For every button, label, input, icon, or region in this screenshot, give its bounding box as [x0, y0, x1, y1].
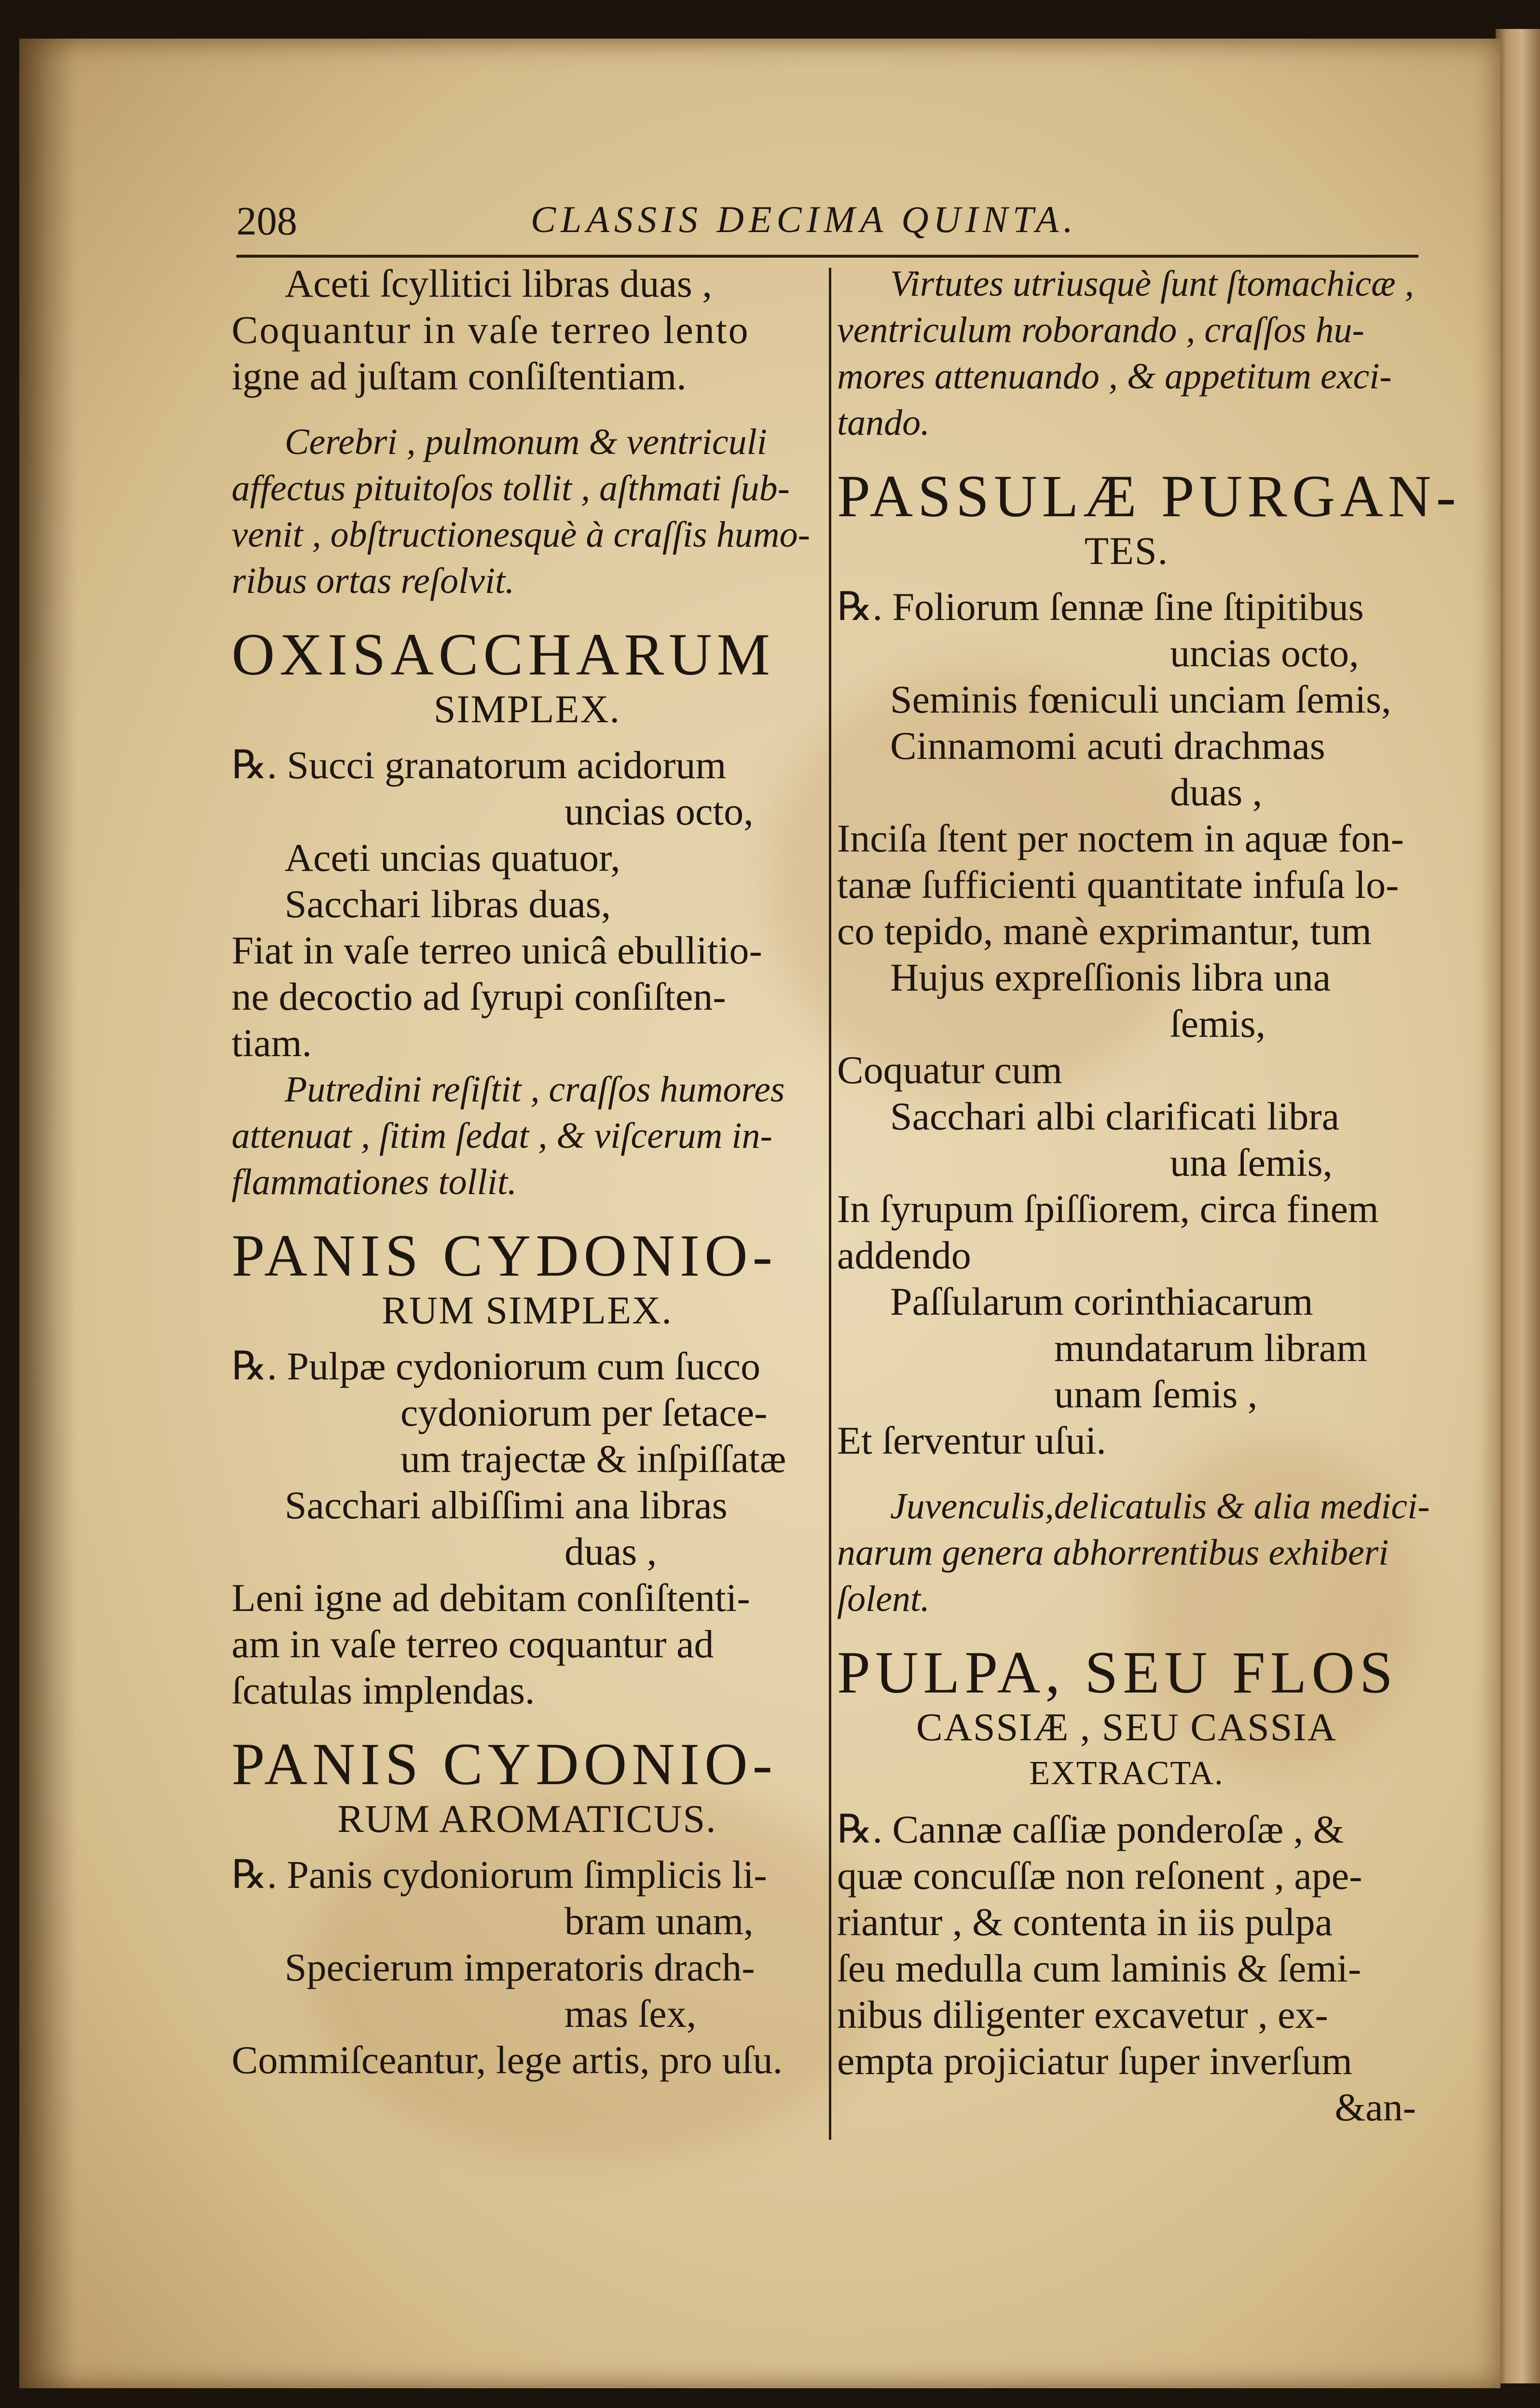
text-line: Et ſerventur uſui.	[837, 1418, 1106, 1462]
text-line: Cinnamomi acuti drachmas	[890, 724, 1325, 768]
page-number: 208	[236, 199, 297, 244]
text-line: nibus diligenter excavetur , ex-	[837, 1993, 1328, 2036]
text-line: um trajectæ & inſpiſſatæ	[400, 1437, 786, 1481]
text-line: Aceti ſcyllitici libras duas ,	[285, 261, 712, 305]
section-title: PULPA, SEU FLOS	[837, 1639, 1398, 1706]
text-line: Fiat in vaſe terreo unicâ ebullitio-	[232, 928, 762, 972]
text-line: Sacchari albi clarificati libra	[890, 1094, 1340, 1138]
text-line: tando.	[837, 402, 930, 443]
section-subtitle: EXTRACTA.	[1029, 1755, 1224, 1792]
text-line: co tepido, manè exprimantur, tum	[837, 909, 1372, 953]
text-line: ventriculum roborando , craſſos hu-	[837, 310, 1364, 350]
text-line: Cerebri , pulmonum & ventriculi	[285, 422, 767, 462]
text-line: mores attenuando , & appetitum exci-	[837, 356, 1392, 397]
text-line: ſcatulas implendas.	[232, 1668, 535, 1712]
text-line: ribus ortas reſolvit.	[232, 561, 515, 601]
text-line: Leni igne ad debitam conſiſtenti-	[232, 1576, 750, 1620]
text-line: Paſſularum corinthiacarum	[890, 1280, 1313, 1323]
text-line: ℞. Pulpæ cydoniorum cum ſucco	[232, 1344, 761, 1388]
text-line: affectus pituitoſos tollit , aſthmati ſub-	[232, 468, 790, 509]
text-line: mundatarum libram	[1054, 1326, 1367, 1370]
text-line: uncias octo,	[1170, 631, 1359, 675]
right-column	[837, 261, 1461, 2131]
running-head	[222, 154, 1418, 244]
text-line: Inciſa ſtent per noctem in aquæ fon-	[837, 816, 1404, 860]
text-line: Sacchari albiſſimi ana libras	[285, 1483, 728, 1527]
text-line: ℞. Panis cydoniorum ſimplicis li-	[232, 1853, 767, 1897]
text-line: empta projiciatur ſuper inverſum	[837, 2039, 1352, 2083]
text-line: Coquantur in vaſe terreo lento	[232, 308, 750, 352]
text-line: Specierum imperatoris drach-	[285, 1945, 755, 1989]
section-title: PANIS CYDONIO-	[232, 1223, 777, 1289]
text-line: am in vaſe terreo coquantur ad	[232, 1622, 714, 1666]
text-line: Hujus expreſſionis libra una	[890, 955, 1331, 999]
text-line: ℞. Foliorum ſennæ ſine ſtipitibus	[837, 585, 1364, 629]
header-rule	[236, 255, 1418, 258]
text-line: narum genera abhorrentibus exhiberi	[837, 1532, 1389, 1573]
text-line: riantur , & contenta in iis pulpa	[837, 1900, 1333, 1944]
text-line: Sacchari libras duas,	[285, 882, 611, 926]
text-line: ℞. Cannæ caſſiæ ponderoſæ , &	[837, 1807, 1344, 1851]
text-line: duas ,	[564, 1529, 657, 1573]
text-line: unam ſemis ,	[1054, 1372, 1258, 1416]
text-line: addendo	[837, 1233, 971, 1277]
text-line: Seminis fœniculi unciam ſemis,	[890, 677, 1391, 721]
gutter-shadow	[19, 39, 77, 2388]
text-line: mas ſex,	[564, 1992, 697, 2036]
text-line: attenuat , ſitim ſedat , & viſcerum in-	[232, 1115, 772, 1156]
catchword: &an-	[1334, 2085, 1416, 2129]
text-line: quæ concuſſæ non reſonent , ape-	[837, 1854, 1362, 1898]
running-title: CLASSIS DECIMA QUINTA.	[531, 198, 1078, 240]
section-title: PANIS CYDONIO-	[232, 1731, 777, 1797]
text-line: venit , obſtructionesquè à craſſis humo-	[232, 514, 810, 555]
text-line: duas ,	[1170, 770, 1263, 814]
section-subtitle: TES.	[1084, 529, 1169, 573]
text-line: uncias octo,	[564, 789, 754, 833]
left-column	[232, 261, 823, 2083]
section-subtitle: CASSIÆ , SEU CASSIA	[916, 1705, 1337, 1749]
text-line: Putredini reſiſtit , craſſos humores	[285, 1069, 785, 1110]
column-rule	[829, 268, 831, 2140]
text-line: igne ad juſtam conſiſtentiam.	[232, 354, 687, 398]
text-line: Commiſceantur, lege artis, pro uſu.	[232, 2038, 783, 2082]
text-line: ſeu medulla cum laminis & ſemi-	[837, 1946, 1361, 1990]
text-line: Juvenculis,delicatulis & alia medici-	[890, 1486, 1430, 1527]
text-line: ne decoctio ad ſyrupi conſiſten-	[232, 975, 726, 1018]
section-subtitle: SIMPLEX.	[433, 687, 621, 731]
text-line: Aceti uncias quatuor,	[285, 836, 620, 880]
text-line: In ſyrupum ſpiſſiorem, circa finem	[837, 1187, 1379, 1231]
text-line: tiam.	[232, 1021, 312, 1065]
text-line: ſemis,	[1170, 1002, 1266, 1046]
text-line: flammationes tollit.	[232, 1162, 517, 1202]
next-page-edge	[1496, 29, 1540, 2383]
section-subtitle: RUM AROMATICUS.	[337, 1797, 717, 1841]
text-line: ℞. Succi granatorum acidorum	[232, 743, 727, 787]
section-subtitle: RUM SIMPLEX.	[382, 1288, 673, 1332]
section-title: OXISACCHARUM	[232, 621, 775, 688]
text-line: Virtutes utriusquè ſunt ſtomachicæ ,	[890, 263, 1414, 304]
text-line: ſolent.	[837, 1579, 930, 1619]
section-title: PASSULÆ PURGAN-	[837, 463, 1461, 529]
text-line: cydoniorum per ſetace-	[400, 1390, 768, 1434]
text-line: una ſemis,	[1170, 1141, 1333, 1184]
text-line: bram unam,	[564, 1899, 754, 1943]
text-line: tanæ ſufficienti quantitate infuſa lo-	[837, 863, 1399, 907]
text-line: Coquatur cum	[837, 1048, 1062, 1092]
